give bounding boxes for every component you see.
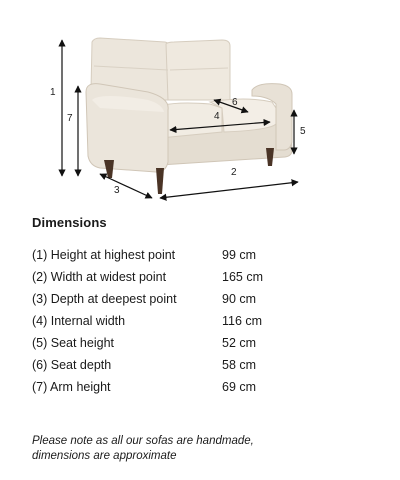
dim-label-6: 6 [232,97,238,108]
dimension-label: (6) Seat depth [32,358,112,372]
dimension-label: (3) Depth at deepest point [32,292,177,306]
sofa-dimension-diagram [0,0,400,205]
dim-label-1: 1 [50,87,56,98]
dimension-value: 99 cm [222,248,257,262]
note-line-2: dimensions are approximate [32,450,177,462]
dimension-row-seat-depth [32,354,332,376]
dimension-row-width [32,266,332,288]
dimension-label: (2) Width at widest point [32,270,167,284]
dim-label-3: 3 [114,185,120,196]
dimension-row-internal-width [32,310,332,332]
dimensions-list [32,244,332,398]
dimension-label: (4) Internal width [32,314,126,328]
sofa-illustration [86,38,292,194]
dimension-row-height [32,244,332,266]
dimension-value: 69 cm [222,380,257,394]
dimensions-heading: Dimensions [32,215,107,230]
dimension-value: 58 cm [222,358,257,372]
dim-line-depth [100,174,152,198]
dimension-label: (7) Arm height [32,380,111,394]
dimension-label: (5) Seat height [32,336,114,350]
dim-label-4: 4 [214,111,220,122]
dimension-value: 90 cm [222,292,257,306]
dimension-row-seat-height [32,332,332,354]
dimension-value: 165 cm [222,270,263,284]
dim-label-7: 7 [67,113,73,124]
dimension-label: (1) Height at highest point [32,248,176,262]
dimension-value: 116 cm [222,314,263,328]
dim-line-width [160,182,298,198]
dimension-row-depth [32,288,332,310]
handmade-note [32,434,372,464]
dim-label-2: 2 [231,167,237,178]
dim-label-5: 5 [300,126,306,137]
note-line-1: Please note as all our sofas are handmade, [32,435,254,447]
dimension-row-arm-height [32,376,332,398]
dimension-value: 52 cm [222,336,257,350]
